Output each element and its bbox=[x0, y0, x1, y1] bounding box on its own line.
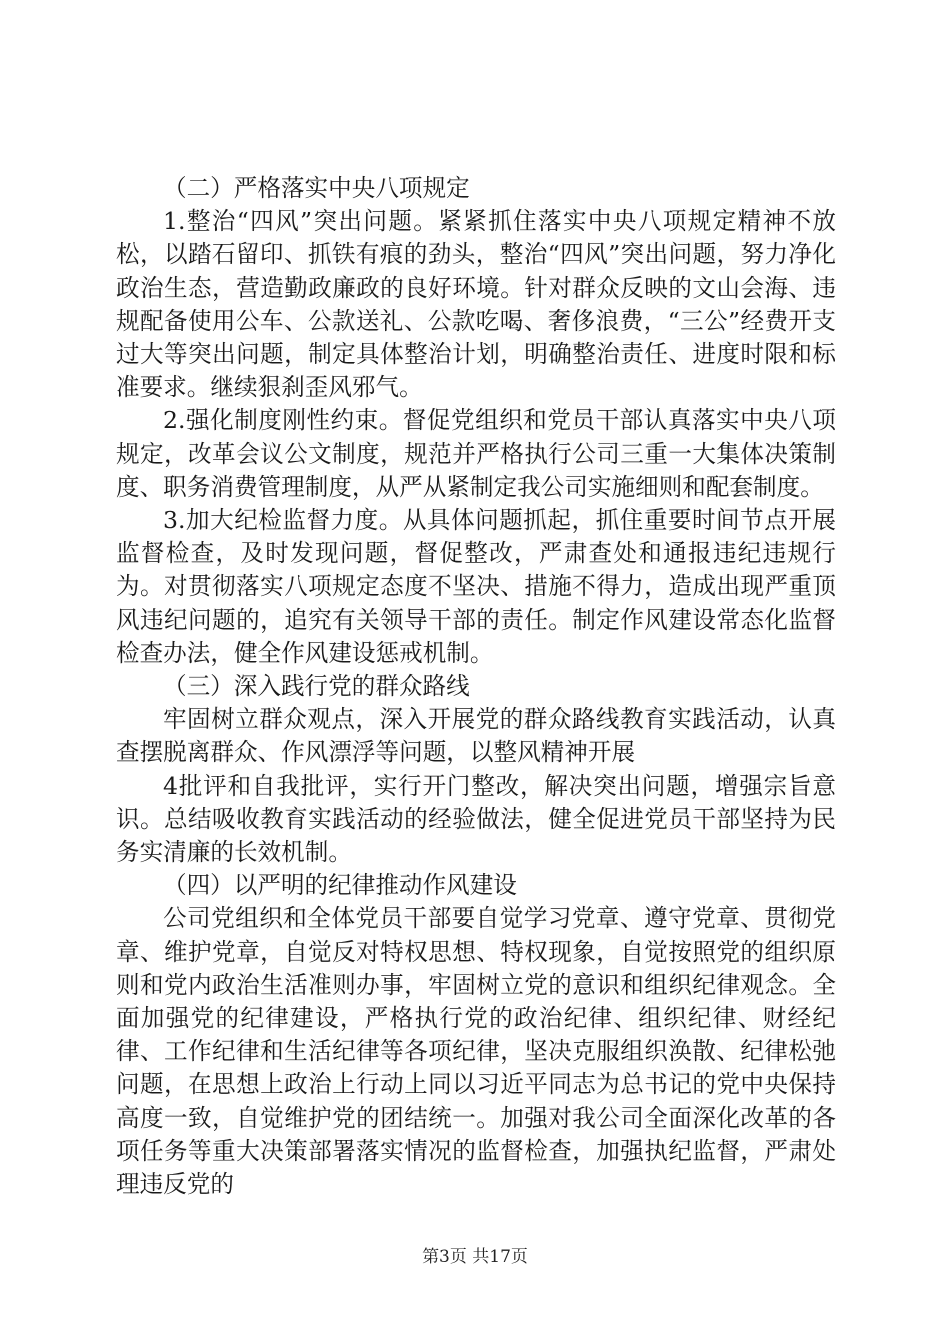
section-heading-2: （二）严格落实中央八项规定 bbox=[163, 174, 470, 202]
section-heading-4: （四）以严明的纪律推动作风建设 bbox=[163, 871, 517, 900]
page-number-footer: 第3页 共17页 bbox=[422, 1247, 528, 1267]
paragraph-item-1: 1.整治“四风”突出问题。紧紧抓住落实中央八项规定精神不放松，以踏石留印、抓铁有痕的劲头，整治“四风”突出问题，努力净化政治生态，营造勤政廉政的良好环境。针对群众反映的文山会海、违规配备使用公车、公款送礼、公款吃喝、奢侈浪费，“三公”经费开支过大等突出问题，制定具体整治计划，明确整治责任、进度时限和标准要求。继续狠刹歪风邪气。 bbox=[116, 207, 836, 402]
paragraph-item-2: 2.强化制度刚性约束。督促党组织和党员干部认真落实中央八项规定，改革会议公文制度，规范并严格执行公司三重一大集体决策制度、职务消费管理制度，从严从紧制定我公司实施细则和配套制度。 bbox=[116, 406, 836, 501]
paragraph-mass-line: 牢固树立群众观点，深入开展党的群众路线教育实践活动，认真查摆脱离群众、作风漂浮等问题，以整风精神开展 bbox=[116, 705, 836, 767]
paragraph-item-4: 4批评和自我批评，实行开门整改，解决突出问题，增强宗旨意识。总结吸收教育实践活动的经验做法，健全促进党员干部坚持为民务实清廉的长效机制。 bbox=[116, 771, 836, 867]
paragraph-item-3: 3.加大纪检监督力度。从具体问题抓起，抓住重要时间节点开展监督检查，及时发现问题，督促整改，严肃查处和通报违纪违规行为。对贯彻落实八项规定态度不坚决、措施不得力，造成出现严重顶风违纪问题的，追究有关领导干部的责任。制定作风建设常态化监督检查办法，健全作风建设惩戒机制。 bbox=[116, 506, 836, 667]
paragraph-discipline: 公司党组织和全体党员干部要自觉学习党章、遵守党章、贯彻党章、维护党章，自觉反对特权思想、特权现象，自觉按照党的组织原则和党内政治生活准则办事，牢固树立党的意识和组织纪律观念。全面加强党的纪律建设，严格执行党的政治纪律、组织纪律、财经纪律、工作纪律和生活纪律等各项纪律，坚决克服组织涣散、纪律松弛问题，在思想上政治上行动上同以习近平同志为总书记的党中央保持高度一致，自觉维护党的团结统一。加强对我公司全面深化改革的各项任务等重大决策部署落实情况的监督检查，加强执纪监督，严肃处理违反党的 bbox=[116, 904, 836, 1199]
document-body bbox=[116, 172, 836, 1201]
section-heading-3: （三）深入践行党的群众路线 bbox=[163, 672, 470, 701]
